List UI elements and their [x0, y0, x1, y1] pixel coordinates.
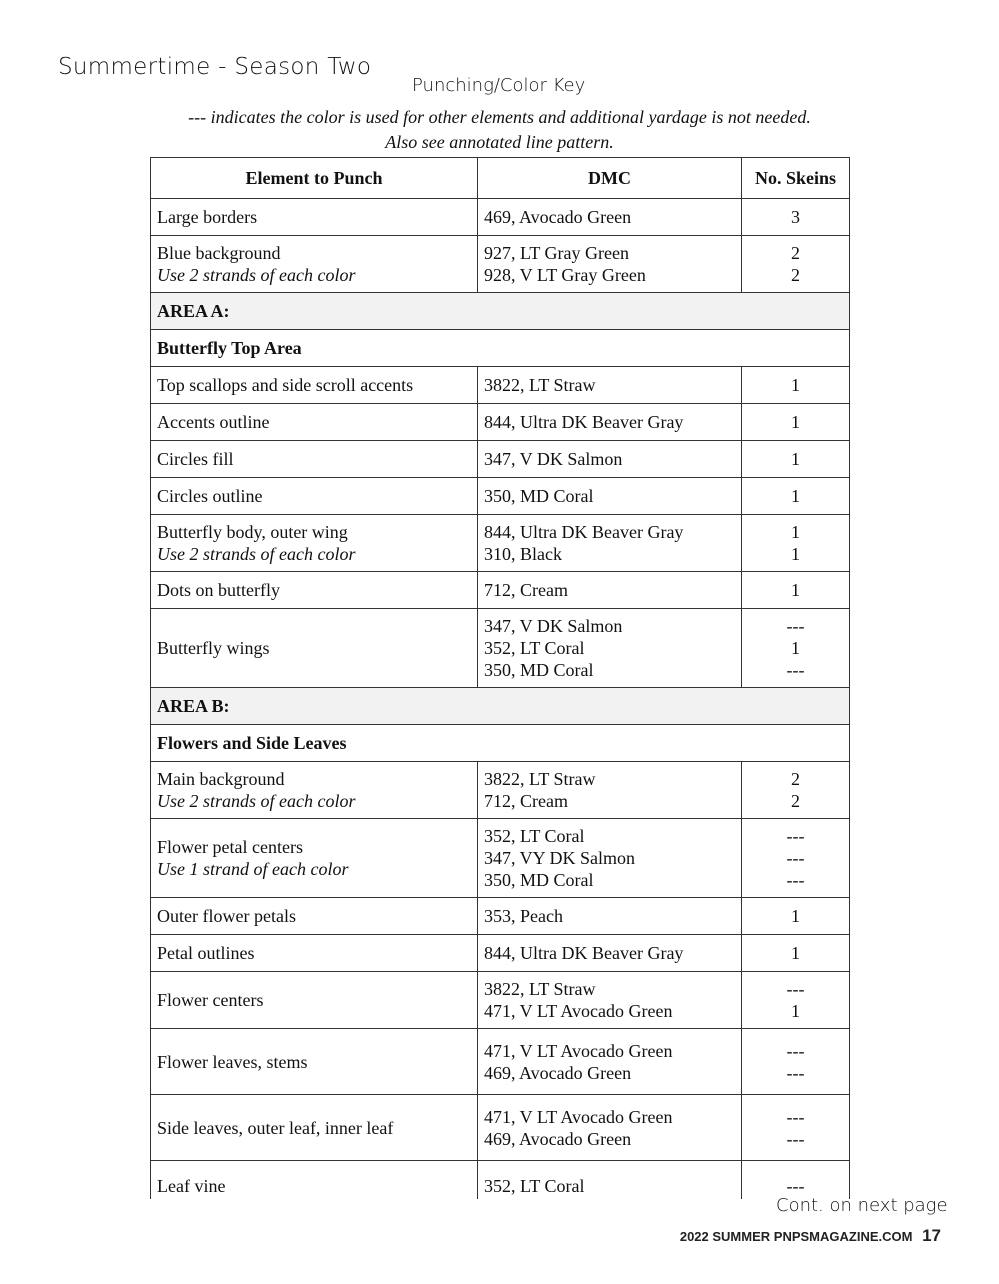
element-cell [151, 819, 478, 898]
table-row [151, 609, 850, 688]
dmc-cell [478, 478, 742, 515]
table-row [151, 199, 850, 236]
skeins-cell [742, 199, 850, 236]
dmc-line: 347, V DK Salmon [484, 449, 623, 469]
element-line: Flower leaves, stems [157, 1051, 308, 1072]
table-header-row [151, 158, 850, 199]
dmc-line: 928, V LT Gray Green [484, 265, 646, 285]
skeins-line: --- [786, 870, 805, 890]
subsection-row [151, 330, 850, 367]
dmc-line: 3822, LT Straw [484, 375, 596, 395]
element-line: Side leaves, outer leaf, inner leaf [157, 1117, 394, 1138]
subsection-label: Flowers and Side Leaves [151, 725, 850, 762]
element-line: Blue background [157, 243, 281, 263]
dmc-line: 471, V LT Avocado Green [484, 1106, 673, 1127]
skeins-cell [742, 236, 850, 293]
column-header-dmc: DMC [478, 158, 742, 199]
subsection-row [151, 725, 850, 762]
skeins-line: 1 [791, 580, 800, 600]
element-cell [151, 609, 478, 688]
element-cell [151, 367, 478, 404]
dmc-cell [478, 762, 742, 819]
legend-note: --- indicates the color is used for other elements and additional yardage is not needed. [188, 107, 811, 127]
dmc-line: 927, LT Gray Green [484, 243, 629, 263]
strand-note: Use 1 strand of each color [157, 859, 349, 879]
skeins-line: --- [786, 979, 805, 999]
element-cell [151, 935, 478, 972]
element-cell [151, 762, 478, 819]
dmc-line: 3822, LT Straw [484, 979, 596, 999]
dmc-cell [478, 819, 742, 898]
element-line: Large borders [157, 207, 258, 227]
strand-note: Use 2 strands of each color [157, 791, 356, 811]
dmc-line: 347, V DK Salmon [484, 616, 623, 636]
table-row [151, 972, 850, 1029]
dmc-line: 471, V LT Avocado Green [484, 1001, 673, 1021]
skeins-cell [742, 972, 850, 1029]
skeins-cell [742, 762, 850, 819]
dmc-cell [478, 898, 742, 935]
skeins-cell [742, 515, 850, 572]
page-number: 17 [922, 1226, 941, 1245]
dmc-line: 353, Peach [484, 906, 563, 926]
element-cell [151, 572, 478, 609]
element-line: Circles outline [157, 486, 263, 506]
skeins-line: --- [786, 826, 805, 846]
element-line: Leaf vine [157, 1175, 226, 1196]
element-cell [151, 515, 478, 572]
table-row [151, 819, 850, 898]
skeins-line: 1 [791, 906, 800, 926]
skeins-line: 1 [791, 412, 800, 432]
skeins-line: 1 [791, 1001, 800, 1021]
issue-label: 2022 SUMMER [679, 1229, 771, 1244]
dmc-line: 352, LT Coral [484, 826, 585, 846]
skeins-line: 3 [791, 207, 800, 227]
skeins-cell [742, 1095, 850, 1161]
skeins-line: --- [786, 660, 805, 680]
skeins-cell [742, 609, 850, 688]
element-line: Outer flower petals [157, 906, 296, 926]
dmc-line: 310, Black [484, 544, 562, 564]
dmc-line: 352, LT Coral [484, 1175, 585, 1196]
element-line: Top scallops and side scroll accents [157, 375, 414, 395]
skeins-line: 2 [791, 243, 800, 263]
subsection-label: Butterfly Top Area [151, 330, 850, 367]
table-row [151, 236, 850, 293]
section-row [151, 293, 850, 330]
continued-note: Cont. on next page [776, 1195, 948, 1216]
section-label: AREA A: [151, 293, 850, 330]
table-row [151, 898, 850, 935]
dmc-line: 471, V LT Avocado Green [484, 1040, 673, 1061]
dmc-line: 350, MD Coral [484, 870, 594, 890]
skeins-line: --- [786, 1040, 805, 1061]
pattern-note: Also see annotated line pattern. [385, 132, 614, 152]
skeins-line: --- [786, 1128, 805, 1149]
element-line: Circles fill [157, 449, 234, 469]
element-line: Flower petal centers [157, 837, 303, 857]
dmc-line: 350, MD Coral [484, 486, 594, 506]
dmc-cell [478, 609, 742, 688]
skeins-line: --- [786, 1062, 805, 1083]
element-cell [151, 404, 478, 441]
table-row [151, 1095, 850, 1161]
skeins-line: 1 [791, 486, 800, 506]
skeins-cell [742, 935, 850, 972]
table-body [151, 199, 850, 1211]
element-line: Butterfly body, outer wing [157, 522, 348, 542]
dmc-line: 469, Avocado Green [484, 1062, 632, 1083]
page-footer [680, 1226, 941, 1246]
dmc-cell [478, 515, 742, 572]
dmc-line: 844, Ultra DK Beaver Gray [484, 943, 684, 963]
element-cell [151, 1095, 478, 1161]
skeins-cell [742, 441, 850, 478]
dmc-line: 352, LT Coral [484, 638, 585, 658]
element-line: Main background [157, 769, 285, 789]
section-label: AREA B: [151, 688, 850, 725]
skeins-line: 2 [791, 791, 800, 811]
skeins-cell [742, 367, 850, 404]
element-cell [151, 199, 478, 236]
element-cell [151, 972, 478, 1029]
column-header-skeins: No. Skeins [742, 158, 850, 199]
table-row [151, 1029, 850, 1095]
element-cell [151, 898, 478, 935]
skeins-line: --- [786, 616, 805, 636]
skeins-cell [742, 572, 850, 609]
section-subtitle: Punching/Color Key [412, 75, 586, 96]
skeins-cell [742, 478, 850, 515]
dmc-line: 469, Avocado Green [484, 207, 632, 227]
element-line: Petal outlines [157, 943, 255, 963]
dmc-cell [478, 935, 742, 972]
dmc-line: 347, VY DK Salmon [484, 848, 636, 868]
page-title: Summertime - Season Two [58, 54, 372, 80]
element-line: Butterfly wings [157, 638, 270, 658]
table-row [151, 515, 850, 572]
table-row [151, 762, 850, 819]
skeins-line: 1 [791, 522, 800, 542]
skeins-line: --- [786, 1106, 805, 1127]
skeins-line: 1 [791, 449, 800, 469]
dmc-line: 712, Cream [484, 791, 568, 811]
dmc-line: 469, Avocado Green [484, 1128, 632, 1149]
skeins-line: 1 [791, 544, 800, 564]
section-row [151, 688, 850, 725]
skeins-cell [742, 1029, 850, 1095]
element-cell [151, 478, 478, 515]
element-cell [151, 441, 478, 478]
dmc-cell [478, 972, 742, 1029]
dmc-cell [478, 404, 742, 441]
strand-note: Use 2 strands of each color [157, 265, 356, 285]
skeins-line: 1 [791, 375, 800, 395]
dmc-cell [478, 236, 742, 293]
dmc-cell [478, 1095, 742, 1161]
dmc-cell [478, 367, 742, 404]
color-key-table [150, 157, 850, 1211]
dmc-line: 844, Ultra DK Beaver Gray [484, 522, 684, 542]
dmc-cell [478, 572, 742, 609]
element-cell [151, 1029, 478, 1095]
dmc-line: 712, Cream [484, 580, 568, 600]
dmc-line: 844, Ultra DK Beaver Gray [484, 412, 684, 432]
element-line: Flower centers [157, 990, 264, 1010]
dmc-cell [478, 441, 742, 478]
table-row [151, 367, 850, 404]
element-cell [151, 236, 478, 293]
element-line: Accents outline [157, 412, 270, 432]
table-row [151, 935, 850, 972]
skeins-line: --- [786, 848, 805, 868]
skeins-line: 1 [791, 638, 800, 658]
dmc-line: 350, MD Coral [484, 660, 594, 680]
strand-note: Use 2 strands of each color [157, 544, 356, 564]
skeins-line: --- [786, 1175, 805, 1196]
skeins-cell [742, 404, 850, 441]
table-row [151, 478, 850, 515]
table-row [151, 572, 850, 609]
skeins-cell [742, 898, 850, 935]
skeins-line: 2 [791, 265, 800, 285]
site-label: PNPSMAGAZINE.COM [773, 1229, 913, 1244]
dmc-line: 3822, LT Straw [484, 769, 596, 789]
column-header-element: Element to Punch [151, 158, 478, 199]
table-row [151, 404, 850, 441]
skeins-line: 1 [791, 943, 800, 963]
skeins-cell [742, 819, 850, 898]
table-row [151, 441, 850, 478]
skeins-line: 2 [791, 769, 800, 789]
element-line: Dots on butterfly [157, 580, 280, 600]
dmc-cell [478, 199, 742, 236]
dmc-cell [478, 1029, 742, 1095]
